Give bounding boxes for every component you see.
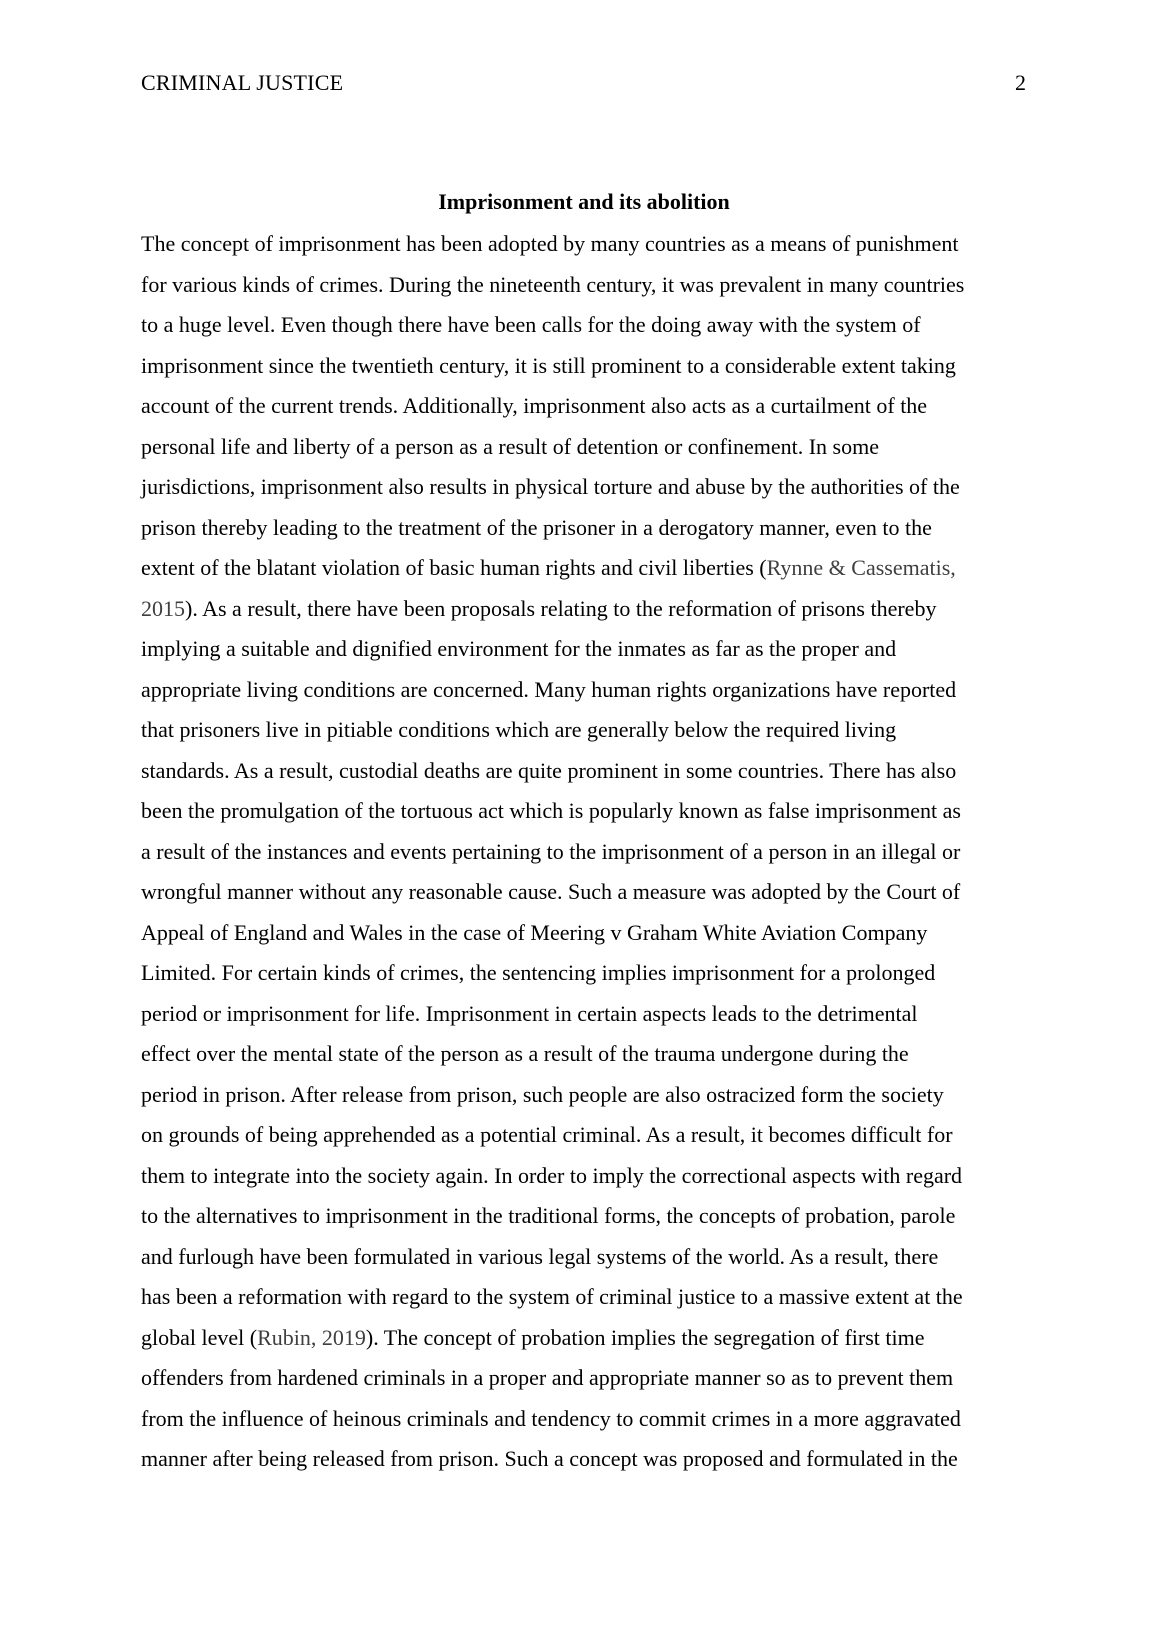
text-line: period in prison. After release from prison, such people are also ostracized form the society [141,1081,944,1107]
text-line: jurisdictions, imprisonment also results in physical torture and abuse by the authorities of the [141,474,960,499]
text-line: Limited. For certain kinds of crimes, the sentencing implies imprisonment for a prolonged [141,960,936,985]
running-head: CRIMINAL JUSTICE [141,70,344,95]
text-line: standards. As a result, custodial deaths are quite prominent in some countries. There has also [141,757,957,783]
text-line: that prisoners live in pitiable conditions which are generally below the required living [141,717,897,742]
text-line: wrongful manner without any reasonable cause. Such a measure was adopted by the Court of [141,879,961,904]
text-line [141,1318,1027,1359]
text-line: to the alternatives to imprisonment in the traditional forms, the concepts of probation, parole [141,1203,956,1228]
text-line: on grounds of being apprehended as a potential criminal. As a result, it becomes difficult for [141,1122,953,1147]
text-line: implying a suitable and dignified environment for the inmates as far as the proper and [141,636,897,661]
text-line: been the promulgation of the tortuous act which is popularly known as false imprisonment as [141,798,961,823]
text-line: The concept of imprisonment has been adopted by many countries as a means of punishment [141,231,959,256]
text-line: and furlough have been formulated in various legal systems of the world. As a result, there [141,1243,939,1269]
text-segment: extent of the blatant violation of basic human rights and civil liberties ( [141,555,767,580]
text-segment: ). As a result, there have been proposals relating to the reformation of prisons thereby [185,595,937,621]
text-segment: ). The concept of probation implies the segregation of first time [365,1324,925,1350]
text-line: period or imprisonment for life. Imprisonment in certain aspects leads to the detrimental [141,1000,918,1026]
body-paragraph [141,224,1027,1480]
citation-link[interactable]: 2015 [141,595,185,621]
text-line: a result of the instances and events pertaining to the imprisonment of a person in an illegal or [141,838,961,864]
text-line: appropriate living conditions are concerned. Many human rights organizations have reported [141,676,957,702]
text-line: imprisonment since the twentieth century, it is still prominent to a considerable extent taking [141,352,956,378]
text-line: to a huge level. Even though there have been calls for the doing away with the system of [141,312,921,337]
text-line: from the influence of heinous criminals and tendency to commit crimes in a more aggravated [141,1405,961,1431]
section-title: Imprisonment and its abolition [438,189,730,214]
text-line [141,589,1027,630]
text-line: manner after being released from prison. Such a concept was proposed and formulated in the [141,1446,958,1471]
page-number: 2 [1015,70,1026,95]
text-line [141,548,1027,589]
text-line: for various kinds of crimes. During the nineteenth century, it was prevalent in many countries [141,271,965,297]
text-line: account of the current trends. Additionally, imprisonment also acts as a curtailment of the [141,393,928,418]
text-line: prison thereby leading to the treatment of the prisoner in a derogatory manner, even to the [141,514,932,540]
text-line: has been a reformation with regard to the system of criminal justice to a massive extent at the [141,1284,963,1309]
text-segment: global level ( [141,1324,258,1350]
text-line: personal life and liberty of a person as a result of detention or confinement. In some [141,433,879,459]
text-line: Appeal of England and Wales in the case of Meering v Graham White Aviation Company [141,919,928,945]
text-line: effect over the mental state of the person as a result of the trauma undergone during the [141,1041,909,1066]
text-line: offenders from hardened criminals in a proper and appropriate manner so as to prevent them [141,1365,954,1390]
citation-link[interactable]: Rynne & Cassematis, [766,555,956,580]
citation-link[interactable]: Rubin, 2019 [257,1324,366,1350]
text-line: them to integrate into the society again. In order to imply the correctional aspects with regard [141,1162,963,1188]
